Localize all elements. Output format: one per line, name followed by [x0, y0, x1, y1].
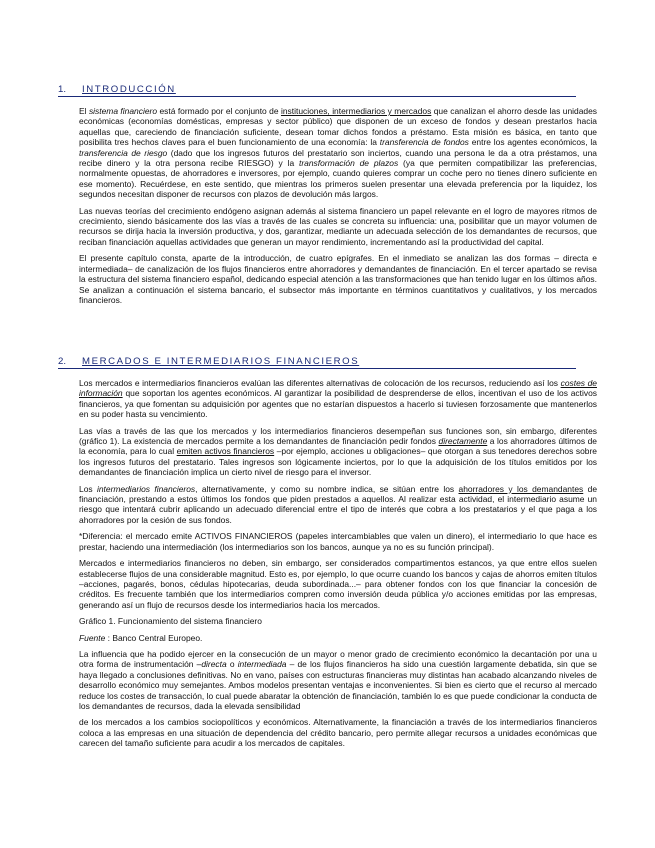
- text-run: ahorradores y los demandantes: [458, 483, 584, 494]
- text-run: transferencia de fondos: [379, 137, 469, 148]
- section-title: MERCADOS E INTERMEDIARIOS FINANCIEROS: [82, 356, 360, 367]
- text-run: , alternativamente, y como su nombre indica, se sitúan entre los: [195, 483, 459, 494]
- text-run: directamente: [438, 436, 488, 447]
- paragraph: [79, 484, 597, 526]
- paragraph: [79, 378, 597, 420]
- text-run: está formado por el conjunto de: [157, 106, 281, 116]
- section-body-mercados: [79, 378, 597, 755]
- text-run: *Diferencia: el mercado emite ACTIVOS FINANCIEROS (papeles intercambiables que valen un dinero), el intermediario lo que hace es prestar, haciendo una intermediación (los intermediarios son los bancos, aunque ya no es su función principal).: [79, 531, 597, 552]
- paragraph: [79, 717, 597, 748]
- source-text: : Banco Central Europeo.: [105, 632, 203, 643]
- text-run: transformación de plazos: [298, 158, 399, 169]
- text-run: de los mercados a los cambios sociopolíticos y económicos. Alternativamente, la financiación a través de los intermediarios financieros coloca a las empresas en una situación de dependencia del crédito bancario, pero permite allegar recursos a unidades económicas que carecen del tamaño suficiente para acudir a los mercados de capitales.: [79, 717, 597, 749]
- text-run: entre los agentes económicos, la: [468, 137, 597, 148]
- text-run: –directa: [196, 659, 227, 670]
- text-run: Las vías a través de las que los mercados y los intermediarios financieros desempeñan sus funciones son, sin embargo, diferentes (gráfico 1). La existencia de mercados permite a los demandantes de financiación pedir fondos: [79, 425, 597, 447]
- section-body-introduccion: [79, 106, 597, 311]
- text-run: a los ahorradores últimos de la economía, para lo cual: [79, 436, 598, 457]
- section-heading-introduccion: [58, 84, 576, 97]
- section-title: INTRODUCCIÓN: [82, 84, 176, 95]
- paragraph: [79, 106, 597, 200]
- text-run: transferencia de riesgo: [79, 147, 168, 158]
- source-label: Fuente: [79, 632, 106, 643]
- text-run: intermediada: [237, 659, 287, 670]
- text-run: o: [226, 659, 238, 670]
- text-run: instituciones, intermediarios y mercados: [280, 106, 432, 116]
- paragraph: [79, 558, 597, 610]
- text-run: costes de información: [79, 378, 597, 399]
- paragraph: [79, 206, 597, 248]
- text-run: (ya que permiten compatibilizar las preferencias, normalmente opuestas, de ahorradores e inversores, por ejemplo, cuando quieres comprar un coche pero no tienes dinero suficiente en ese momento). Recuérdese, en este sentido, que mientras los primeros suelen presentar una elevada preferencia por la liquidez, los segundos necesitan disponer de recursos con plazos de devolución más largos.: [79, 158, 597, 200]
- text-run: (dado que los ingresos futuros del prestatario son inciertos, cuando una persona le da a otra préstamos, una recibe dinero y la otra persona recibe RIESGO) y la: [79, 147, 597, 169]
- figure-caption: Gráfico 1. Funcionamiento del sistema financiero: [79, 616, 262, 627]
- text-run: intermediarios financieros: [96, 483, 196, 494]
- section-number: 1.: [58, 84, 67, 95]
- text-run: El: [79, 106, 89, 116]
- text-run: Los: [79, 483, 97, 494]
- text-run: Los mercados e intermediarios financieros evalúan las diferentes alternativas de colocación de los recursos, reduciendo así los: [79, 378, 561, 388]
- text-run: –por ejemplo, acciones u obligaciones– que otorgan a sus tenedores derechos sobre los ingresos futuros del prestatario. Tales ingresos son lógicamente inciertos, por lo que la adquisición de los títulos emitidos por los demandantes de financiación implica un cierto nivel de riesgo para el inversor.: [79, 446, 597, 478]
- paragraph: [79, 649, 597, 711]
- text-run: – de los flujos financieros ha sido una cuestión largamente debatida, sin que se haya llegado a conclusiones definitivas. No en vano, países con estructuras financieras muy distintas han acabado alcanzando niveles de desarrollo económico muy semejantes. Ambos modelos presentan ventajas e inconvenientes. Si bien es cierto que el recurso al mercado reduce los costes de transacción, lo cual puede abaratar la obtención de financiación, también lo es que puede condicionar la conducta de los demandantes de recursos, dada la elevada sensibilidad: [79, 659, 597, 711]
- text-run: Las nuevas teorías del crecimiento endógeno asignan además al sistema financiero un papel relevante en el logro de mayores ritmos de crecimiento, siendo básicamente dos las vías a través de las cuales se concreta su influencia: una, posibilitar que un mayor volumen de recursos se dirija hacia la inversión productiva, y dos, garantizar, mediante un adecuada selección de los demandantes de recursos, que reciban financiación aquellas actividades que generan un mayor rendimiento, incrementando así la productividad del capital.: [79, 205, 597, 247]
- text-run: que soportan los agentes económicos. Al garantizar la posibilidad de desprenderse de ellos, incentivan el uso de los activos financieros, ya que fomentan su adquisición por agentes que no estarían dispuestos a hacerlo si tuviesen forzosamente que mantenerlos en su poder hasta su vencimiento.: [79, 388, 597, 420]
- paragraph: [79, 253, 597, 305]
- text-run: Mercados e intermediarios financieros no deben, sin embargo, ser considerados compartimentos estancos, ya que entre ellos suelen establecerse flujos de una considerable magnitud. Esto es, por ejemplo, lo que ocurre cuando los bancos y cajas de ahorros emiten títulos –acciones, pagarés, bonos, cédulas hipotecarias, deuda subordinada...– para obtener fondos con los que financiar la concesión de créditos. Es frecuente también que los intermediarios compren como inversión deuda pública y/o acciones emitidas por las empresas, generando así un flujo de recursos desde los intermediarios hacia los mercados.: [79, 558, 597, 610]
- figure-source: [79, 633, 597, 643]
- text-run: de financiación, prestando a estos últimos los fondos que piden prestados a aquellos. Al realizar esta actividad, el intermediario asume un riesgo que intentará cubrir aplicando un adecuado diferencial entre el tipo de interés que cobra a los prestatarios y el que paga a los ahorradores por la cesión de sus fondos.: [79, 483, 598, 525]
- text-run: El presente capítulo consta, aparte de la introducción, de cuatro epígrafes. En el inmediato se analizan las dos formas – directa e intermediada– de canalización de los flujos financieros entre ahorradores y demandantes de financiación. En el tercer apartado se revisa la estructura del sistema financiero español, dedicando especial atención a las transformaciones que han tenido lugar en los últimos años. Se analizan a continuación el sistema bancario, el subsector más importante en términos cuantitativos y cualitativos, y los mercados financieros.: [79, 253, 597, 305]
- section-heading-mercados: [58, 356, 576, 369]
- section-number: 2.: [58, 356, 67, 367]
- text-run: que canalizan el ahorro desde las unidades económicas (economías domésticas, empresas y sector público) que disponen de un exceso de fondos y desean prestarlos hacia aquellas que, careciendo de financiación suficiente, desean tomar dichos fondos a préstamo. Esta misión es básica, en tanto que posibilita tres hechos claves para el buen funcionamiento de una economía: la: [79, 106, 598, 148]
- text-run: La influencia que ha podido ejercer en la consecución de un mayor o menor grado de crecimiento económico la decantación por una u otra forma de instrumentación: [79, 648, 597, 670]
- text-run: emiten activos financieros: [176, 446, 275, 457]
- paragraph: [79, 426, 597, 478]
- text-run: sistema financiero: [88, 106, 158, 116]
- paragraph: [79, 531, 597, 552]
